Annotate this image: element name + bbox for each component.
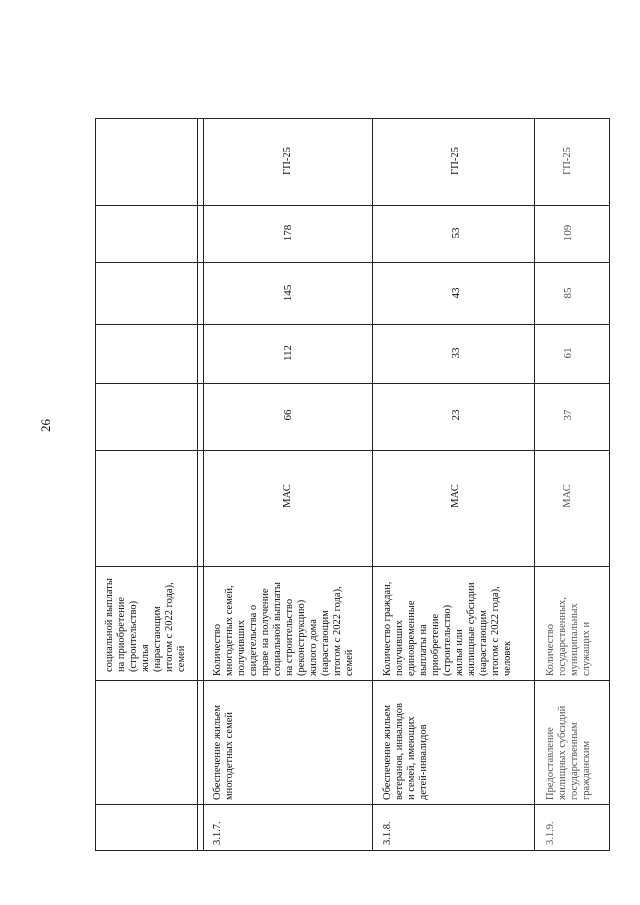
table-line	[95, 118, 610, 119]
program-code: ГП-25	[450, 147, 461, 175]
value-cell: 66	[282, 409, 294, 421]
value-cell: 43	[450, 287, 462, 299]
data-source: МАС	[450, 484, 461, 508]
value-cell: 61	[562, 347, 574, 359]
table-line	[197, 118, 198, 850]
page-number: 26	[38, 419, 53, 432]
value-cell: 53	[450, 227, 462, 239]
value-cell: 85	[562, 287, 574, 299]
value-cell: 23	[450, 409, 462, 421]
measure-name: Обеспечение жильем ветеранов, инвалидов и семей, имеющих детей-инвалидов	[382, 702, 429, 800]
value-cell: 145	[282, 284, 294, 302]
table-line	[95, 205, 610, 206]
data-source: МАС	[282, 484, 293, 508]
program-code: ГП-25	[562, 147, 573, 175]
table-line	[609, 118, 610, 850]
value-cell: 33	[450, 347, 462, 359]
table-line	[95, 118, 96, 850]
indicator-text: социальной выплаты на приобретение (строительство) жилья (нарастающим итогом с 2022 года), семей	[104, 578, 187, 672]
value-cell: 178	[282, 224, 294, 242]
table-line	[95, 262, 610, 263]
table-line	[95, 804, 610, 805]
value-cell: 109	[562, 224, 574, 242]
row-id: 3.1.7.	[212, 821, 223, 845]
value-cell: 37	[562, 409, 574, 421]
program-code: ГП-25	[282, 147, 293, 175]
table-line	[95, 450, 610, 451]
table-line	[95, 324, 610, 325]
indicator-text: Количество многодетных семей, получивших свидетельства о праве на получение социальной выплаты на строительство (реконструкцию) жилого дома (нарастающим итогом с 2022 года), семей	[212, 582, 355, 676]
measure-name: Предоставление жилищных субсидий государственным гражданским	[545, 705, 592, 800]
row-id: 3.1.8.	[382, 821, 393, 845]
table-line	[95, 680, 610, 681]
measure-name: Обеспечение жильем многодетных семей	[212, 704, 235, 800]
table-line	[95, 383, 610, 384]
table-line	[203, 118, 204, 850]
data-source: МАС	[562, 484, 573, 508]
table-line	[534, 118, 535, 850]
table-line	[372, 118, 373, 850]
indicator-text: Количество граждан, получивших единовременные выплаты на приобретение (строительство) жилья или жилищные субсидии (нарастающим итогом с 2022 года), человек	[382, 581, 513, 676]
value-cell: 112	[282, 344, 294, 362]
table-line	[95, 850, 610, 851]
row-id: 3.1.9.	[545, 821, 556, 845]
indicator-text: Количество государственных, муниципальных служащих и	[545, 597, 592, 676]
